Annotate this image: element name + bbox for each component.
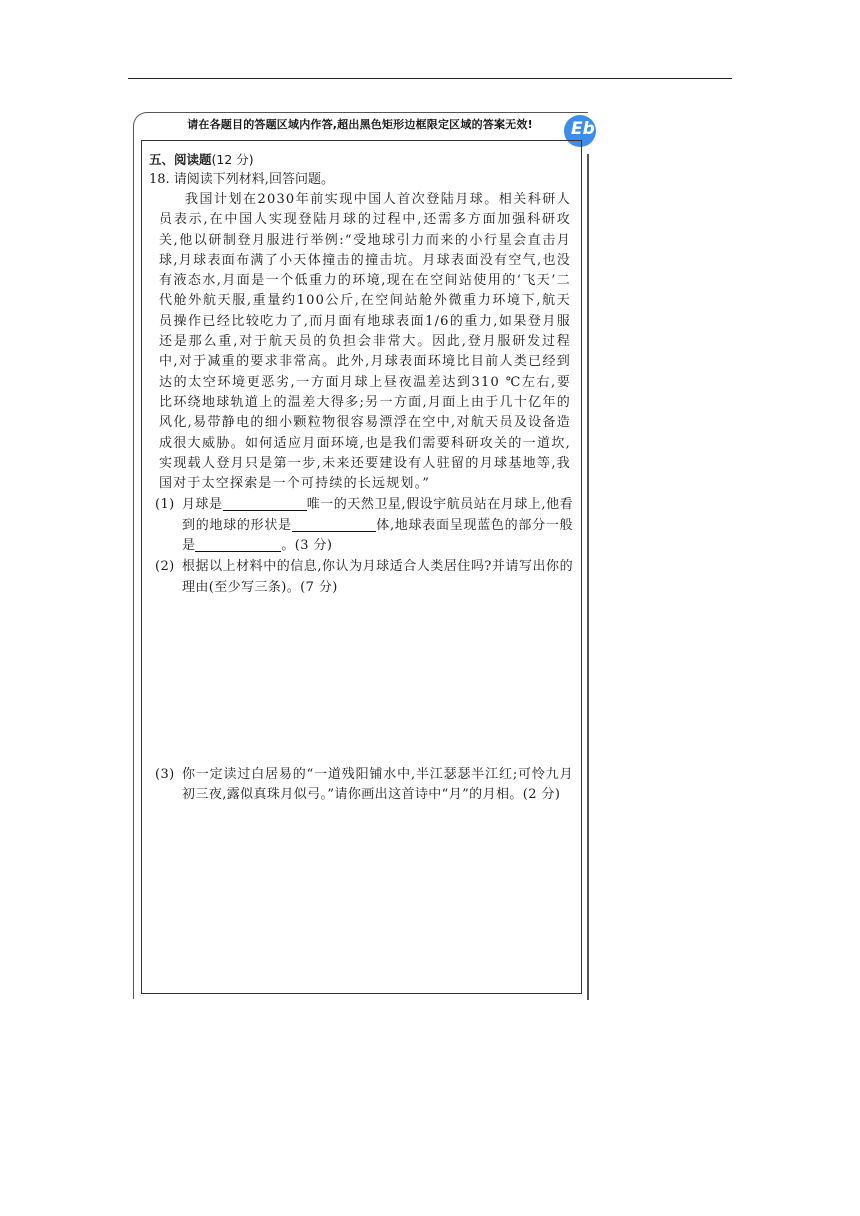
sub-question-3-drawing-space[interactable] bbox=[149, 806, 573, 946]
section-score: (12 分) bbox=[211, 152, 254, 167]
sub-question-1-number: (1) bbox=[155, 497, 175, 513]
section-title-text: 五、阅读题 bbox=[149, 152, 212, 167]
sub-question-2 bbox=[149, 557, 573, 598]
sub-question-2-text: 根据以上材料中的信息,你认为月球适合人类居住吗?并请写出你的理由(至少写三条)。(7 分) bbox=[182, 559, 573, 595]
answer-sheet bbox=[133, 112, 595, 1002]
page-top-rule bbox=[128, 78, 732, 79]
section-title bbox=[149, 150, 573, 170]
sub-question-1 bbox=[149, 495, 573, 556]
question-content bbox=[149, 150, 573, 946]
sub-question-2-number: (2) bbox=[155, 559, 175, 575]
sub-question-2-answer-space[interactable] bbox=[149, 598, 573, 764]
outer-frame-right-edge bbox=[587, 154, 589, 1000]
sub-question-3-text: 你一定读过白居易的“一道残阳铺水中,半江瑟瑟半江红;可怜九月初三夜,露似真珠月似弓。”请你画出这首诗中“月”的月相。(2 分) bbox=[182, 766, 573, 803]
sub-question-1-text-a: 月球是 bbox=[182, 497, 223, 513]
sub-question-3 bbox=[149, 765, 573, 806]
sub-question-1-text-b: 唯一的天然卫星,假设宇航员站在月球上,他看到的地球的形状是 bbox=[182, 497, 573, 533]
answer-blank-1[interactable] bbox=[223, 496, 307, 511]
answer-blank-2[interactable] bbox=[292, 517, 376, 532]
sub-question-3-number: (3) bbox=[155, 766, 175, 782]
answer-area-notice: 请在各题目的答题区域内作答,超出黑色矩形边框限定区域的答案无效! bbox=[187, 118, 533, 131]
answer-blank-3[interactable] bbox=[195, 537, 281, 552]
reading-passage: 我国计划在2030年前实现中国人首次登陆月球。相关科研人员表示,在中国人实现登陆月球的过程中,还需多方面加强科研攻关,他以研制登月服进行举例:“受地球引力而来的小行星会直击月球,月球表面布满了小天体撞击的撞击坑。月球表面没有空气,也没有液态水,月面是一个低重力的环境,现在在空间站使用的‘飞天’二代舱外航天服,重量约100公斤,在空间站舱外微重力环境下,航天员操作已经比较吃力了,而月面有地球表面1/6的重力,如果登月服还是那么重,对于航天员的负担会非常大。因此,登月服研发过程中,对于减重的要求非常高。此外,月球表面环境比目前人类已经到达的太空环境更恶劣,一方面月球上昼夜温差达到310 ℃左右,要比环绕地球轨道上的温差大得多;另一方面,月面上由于几十亿年的风化,易带静电的细小颗粒物很容易漂浮在空中,对航天员及设备造成很大威胁。如何适应月面环境,也是我们需要科研攻关的一道坎,实现载人登月只是第一步,未来还要建设有人驻留的月球基地等,我国对于太空探索是一个可持续的长远规划。” bbox=[159, 192, 571, 492]
question-title: 18. 请阅读下列材料,回答问题。 bbox=[149, 172, 334, 187]
sub-question-1-text-d: 。(3 分) bbox=[281, 538, 333, 554]
page-badge-label: Eb bbox=[571, 119, 595, 139]
sub-question-1-text-c: 体,地球表面呈现蓝色的部分一般是 bbox=[182, 517, 574, 554]
